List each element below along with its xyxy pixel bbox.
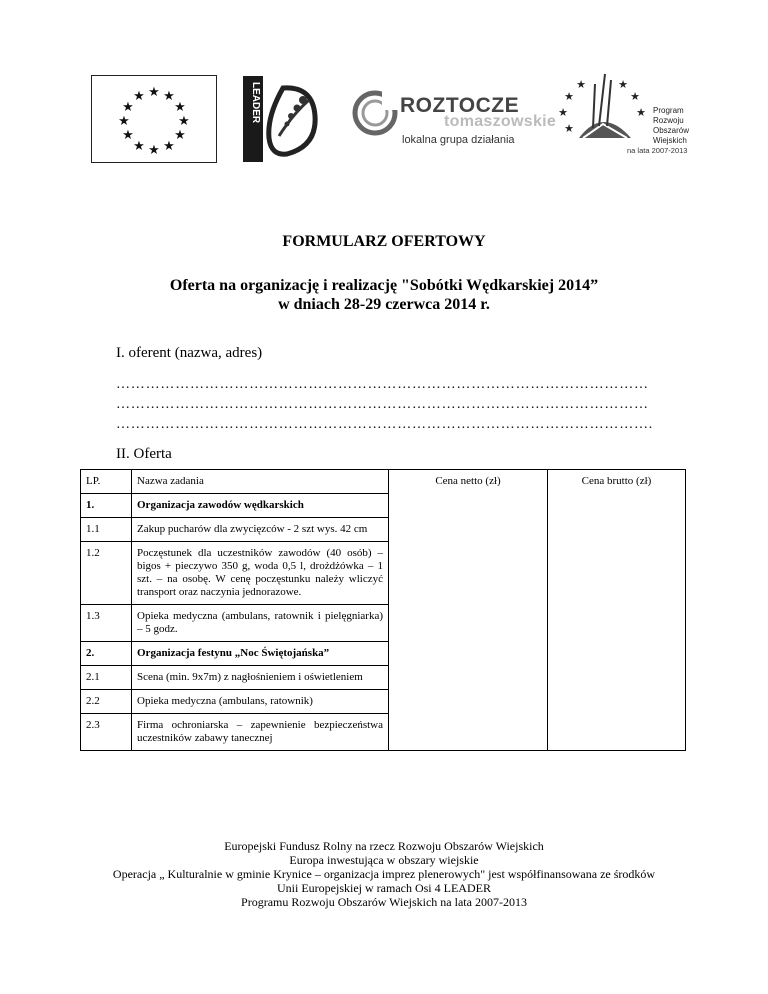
row-name: Scena (min. 9x7m) z nagłośnieniem i oświetleniem	[132, 666, 389, 690]
svg-text:★: ★	[174, 128, 186, 143]
header-name: Nazwa zadania	[132, 470, 389, 494]
roztocze-tagline: lokalna grupa działania	[402, 134, 515, 146]
prow-line: Obszarów	[653, 126, 690, 135]
row-name: Zakup pucharów dla zwycięzców - 2 szt wys. 42 cm	[132, 518, 389, 542]
svg-text:★: ★	[174, 100, 186, 115]
offer-table	[80, 469, 686, 751]
fill-in-line-3: ……………………………………………………………………………………………….	[116, 417, 654, 432]
row-lp: 2.	[81, 642, 132, 666]
eu-stars-icon	[92, 76, 216, 162]
eu-flag-icon	[91, 75, 217, 163]
prow-line: Rozwoju	[653, 116, 684, 125]
row-name: Firma ochroniarska – zapewnienie bezpieczeństwa uczestników zabawy tanecznej	[132, 714, 389, 751]
subtitle-line-1: Oferta na organizację i realizację "Sobótki Wędkarskiej 2014”	[169, 277, 599, 294]
header-brutto: Cena brutto (zł)	[548, 470, 686, 751]
row-lp: 2.1	[81, 666, 132, 690]
header-netto: Cena netto (zł)	[389, 470, 548, 751]
fill-in-line-2: ………………………………………………………………………………………………	[116, 397, 649, 412]
svg-text:★: ★	[576, 78, 586, 91]
svg-text:★: ★	[163, 139, 175, 154]
svg-text:★: ★	[618, 78, 628, 91]
footer-line: Europejski Fundusz Rolny na rzecz Rozwoju Obszarów Wiejskich	[224, 839, 544, 853]
roztocze-subtitle: tomaszowskie	[444, 113, 557, 130]
funding-footer	[0, 839, 768, 909]
row-lp: 1.2	[81, 542, 132, 605]
row-name: Organizacja festynu „Noc Świętojańska”	[132, 642, 389, 666]
row-lp: 2.3	[81, 714, 132, 751]
svg-text:★: ★	[148, 143, 160, 158]
row-lp: 2.2	[81, 690, 132, 714]
row-lp: 1.1	[81, 518, 132, 542]
fill-in-line-1: ………………………………………………………………………………………………	[116, 377, 649, 392]
svg-text:★: ★	[558, 106, 568, 119]
logo-strip	[0, 58, 768, 158]
prow-line: Program	[653, 106, 684, 115]
section-oferent-heading: I. oferent (nazwa, adres)	[116, 345, 263, 361]
row-name: Poczęstunek dla uczestników zawodów (40 osób) – bigos + pieczywo 350 g, woda 0,5 l, drożdżówka – 1 szt. – na osobę. W cenę poczęstunku należy wliczyć transport oraz naczynia jednorazowe.	[132, 542, 389, 605]
document-title: FORMULARZ OFERTOWY	[282, 233, 486, 250]
svg-text:★: ★	[630, 90, 640, 103]
svg-text:★: ★	[178, 114, 190, 129]
svg-text:★: ★	[564, 90, 574, 103]
prow-years: na lata 2007-2013	[627, 146, 688, 155]
footer-line: Europa inwestująca w obszary wiejskie	[289, 853, 479, 867]
footer-line: Unii Europejskiej w ramach Osi 4 LEADER	[277, 881, 491, 895]
row-lp: 1.3	[81, 605, 132, 642]
footer-line: Programu Rozwoju Obszarów Wiejskich na lata 2007-2013	[241, 895, 527, 909]
row-name: Organizacja zawodów wędkarskich	[132, 494, 389, 518]
row-lp: 1.	[81, 494, 132, 518]
document-subtitle	[0, 276, 768, 314]
svg-text:★: ★	[636, 106, 646, 119]
svg-text:★: ★	[133, 139, 145, 154]
leader-logo-icon	[243, 76, 321, 162]
leader-text: LEADER	[250, 82, 261, 124]
row-name: Opieka medyczna (ambulans, ratownik)	[132, 690, 389, 714]
row-name: Opieka medyczna (ambulans, ratownik i pielęgniarka) – 5 godz.	[132, 605, 389, 642]
header-lp: LP.	[81, 470, 132, 494]
prow-program-text	[653, 106, 689, 146]
prow-logo-icon	[555, 66, 700, 158]
section-oferta-heading: II. Oferta	[116, 446, 172, 462]
svg-text:★: ★	[564, 122, 574, 135]
svg-text:★: ★	[148, 85, 160, 100]
svg-text:★: ★	[122, 128, 134, 143]
svg-text:★: ★	[118, 114, 130, 129]
prow-line: Wiejskich	[653, 136, 687, 145]
roztocze-title: ROZTOCZE	[400, 94, 520, 117]
roztocze-logo-icon	[352, 86, 557, 146]
subtitle-line-2: w dniach 28-29 czerwca 2014 r.	[278, 296, 490, 313]
svg-text:★: ★	[133, 89, 145, 104]
svg-text:★: ★	[163, 89, 175, 104]
svg-text:★: ★	[122, 100, 134, 115]
table-header-row	[81, 470, 686, 494]
footer-line: Operacja „ Kulturalnie w gminie Krynice – organizacja imprez plenerowych" jest współfinansowana ze środków	[112, 867, 656, 881]
